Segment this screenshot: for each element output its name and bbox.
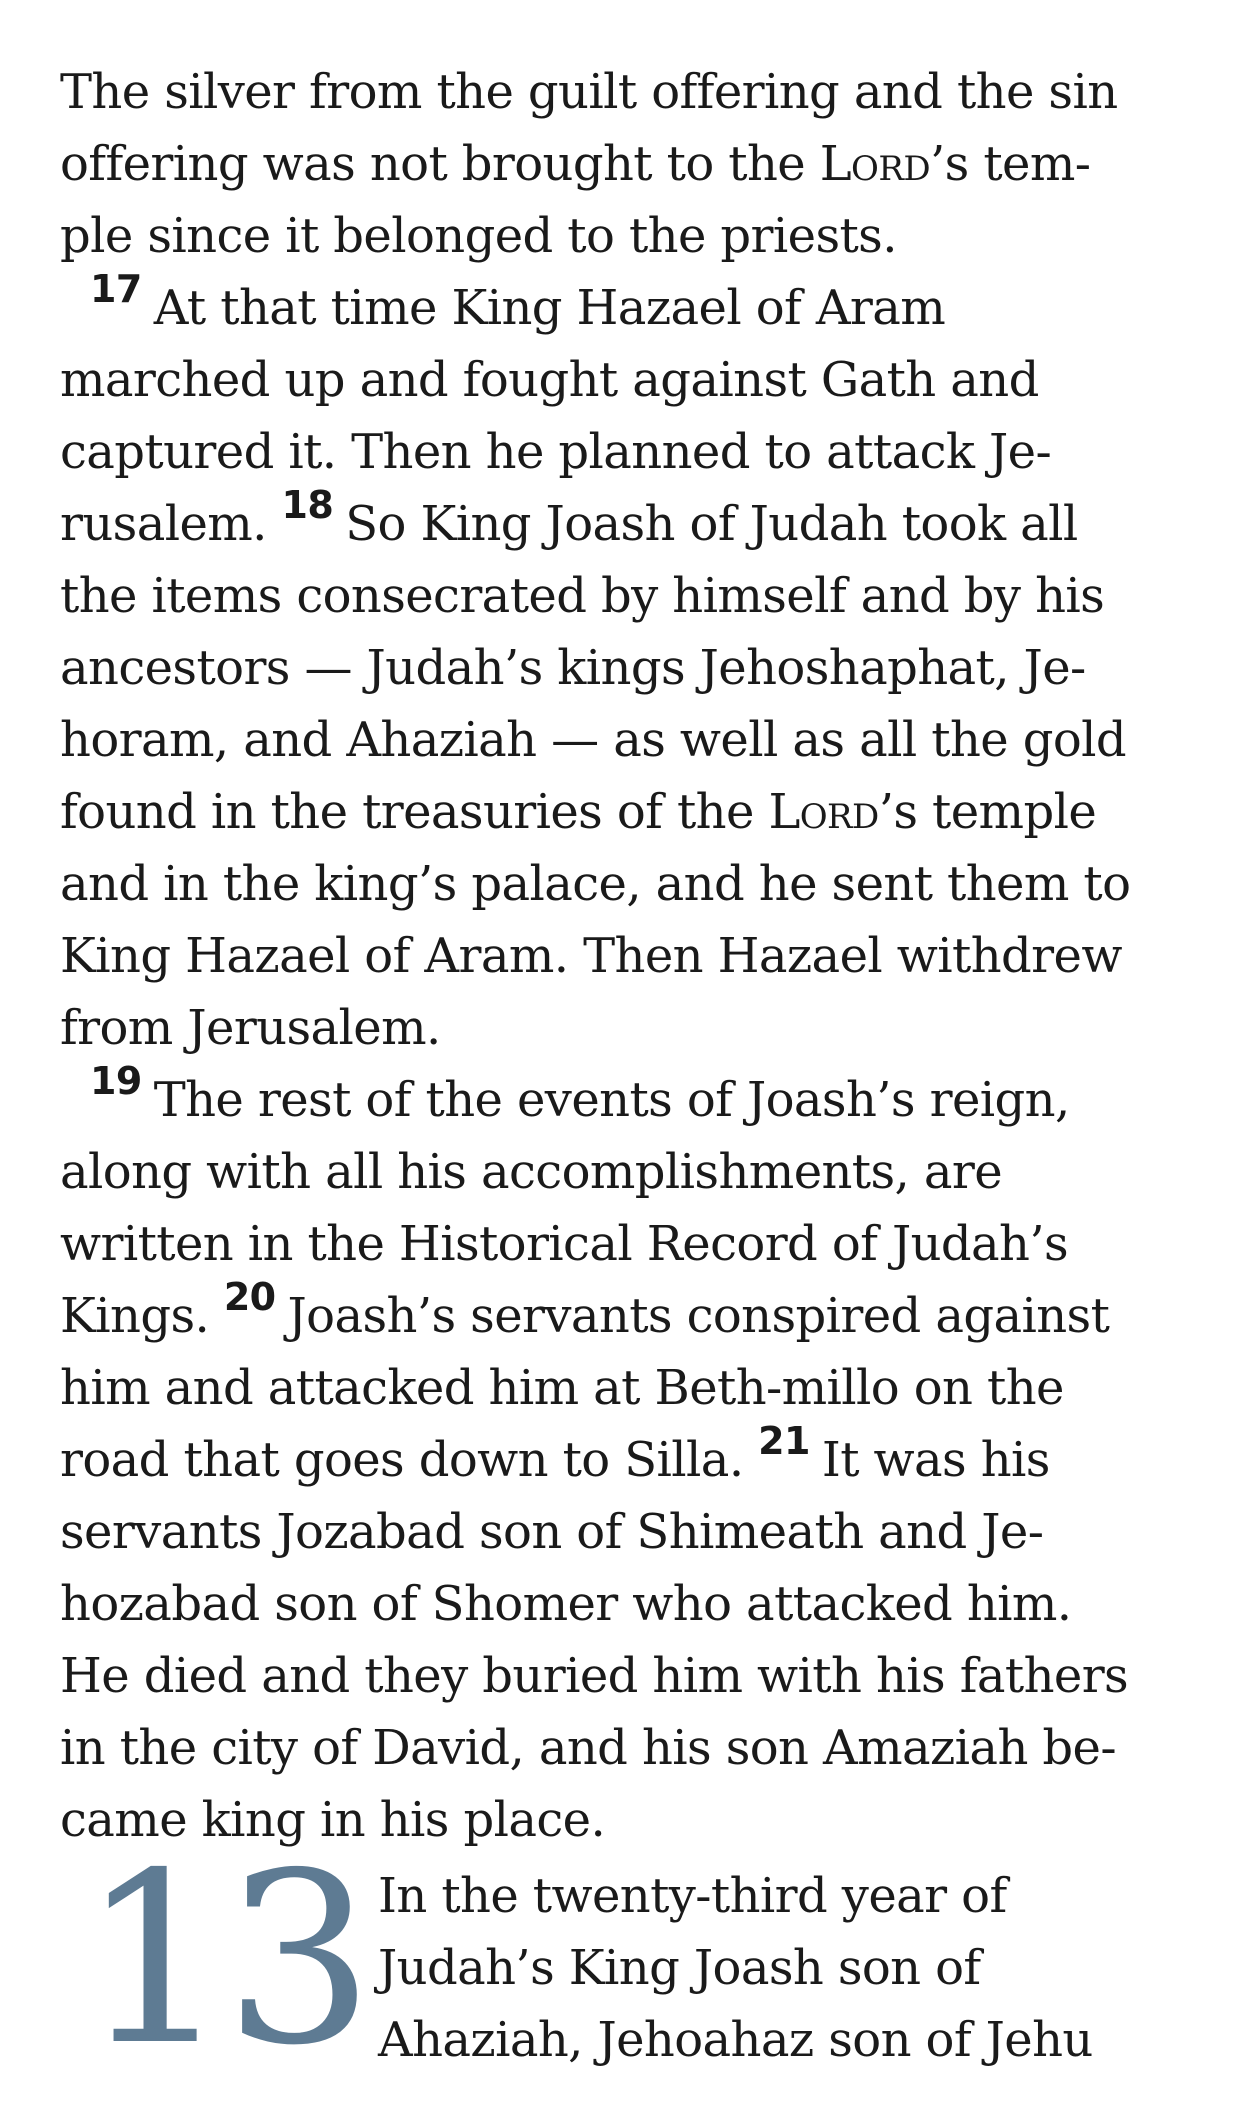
line-fragment: ’s tem- (930, 136, 1091, 192)
text-line: captured it. Then he planned to attack Je- (60, 424, 1052, 480)
text-line: The silver from the guilt offering and the sin (60, 64, 1118, 120)
verse-number[interactable]: 20 (223, 1275, 276, 1319)
verse-text: Kings. (60, 1288, 210, 1344)
chapter-13-start (60, 1822, 1210, 2097)
text-line: marched up and fought against Gath and (60, 352, 1039, 408)
verse-text: So King Joash of Judah took all (345, 496, 1078, 552)
verse-text: road that goes down to Silla. (60, 1432, 744, 1488)
text-line (60, 128, 1210, 200)
text-line (60, 776, 1210, 848)
divine-name: Lord (819, 136, 930, 192)
line-fragment: ’s temple (878, 784, 1097, 840)
verse-number[interactable]: 21 (758, 1419, 810, 1463)
text-line: Ahaziah, Jehoahaz son of Jehu (378, 2012, 1093, 2068)
line-fragment: found in the treasuries of the (60, 784, 769, 840)
text-line: from Jerusalem. (60, 1000, 441, 1056)
text-line: Judah’s King Joash son of (378, 1940, 981, 1996)
text-line: hozabad son of Shomer who attacked him. (60, 1576, 1072, 1632)
text-line: servants Jozabad son of Shimeath and Je- (60, 1504, 1044, 1560)
text-line: He died and they buried him with his fathers (60, 1648, 1129, 1704)
text-line: the items consecrated by himself and by his (60, 568, 1105, 624)
verse-21-start (60, 1419, 1210, 1496)
text-line: came king in his place. (60, 1792, 606, 1848)
scripture-reader (60, 56, 1210, 2097)
text-line: In the twenty-third year of (378, 1868, 1007, 1924)
divine-name: Lord (768, 784, 879, 840)
verse-text: Joash’s servants conspired against (287, 1288, 1110, 1344)
line-fragment: offering was not brought to the (60, 136, 820, 192)
verse-text: At that time King Hazael of Aram (153, 280, 946, 336)
verse-text: It was his (821, 1432, 1050, 1488)
verse-17-start (60, 267, 1210, 344)
text-line: written in the Historical Record of Judah’s (60, 1216, 1069, 1272)
text-line: him and attacked him at Beth-millo on the (60, 1360, 1064, 1416)
verse-text: rusalem. (60, 496, 267, 552)
chapter-number[interactable]: 13 (80, 1822, 369, 2097)
verse-18-start (60, 483, 1210, 560)
verse-number[interactable]: 17 (90, 267, 142, 311)
text-line: and in the king’s palace, and he sent them to (60, 856, 1131, 912)
verse-number[interactable]: 18 (281, 483, 334, 527)
verse-19-start (60, 1059, 1210, 1136)
text-line: along with all his accomplishments, are (60, 1144, 1003, 1200)
text-line: ple since it belonged to the priests. (60, 208, 897, 264)
text-line: in the city of David, and his son Amaziah be- (60, 1720, 1116, 1776)
chapter-opening-text (378, 1860, 1093, 2076)
verse-20-start (60, 1275, 1210, 1352)
text-line: ancestors — Judah’s kings Jehoshaphat, Je- (60, 640, 1086, 696)
verse-number[interactable]: 19 (90, 1059, 142, 1103)
text-line: horam, and Ahaziah — as well as all the gold (60, 712, 1127, 768)
text-line: King Hazael of Aram. Then Hazael withdrew (60, 928, 1122, 984)
verse-text: The rest of the events of Joash’s reign, (153, 1072, 1070, 1128)
